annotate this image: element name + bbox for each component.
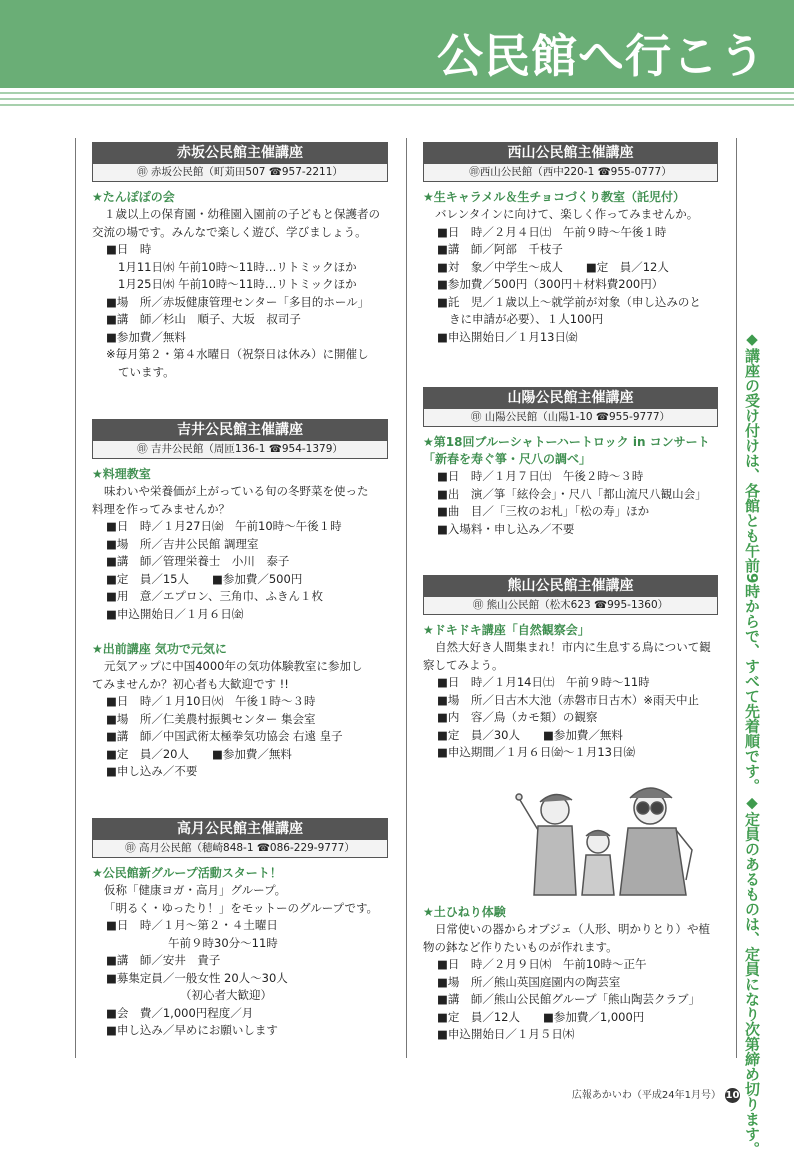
event-place: ■場 所／吉井公民館 調理室 xyxy=(106,536,259,551)
event-desc: 「明るく・ゆったり！」をモットーのグループです。 xyxy=(104,900,379,915)
event-desc: 日常使いの器からオブジェ（人形、明かりとり）や植 xyxy=(435,922,710,936)
side-note: ◆講座の受け付けは、各館とも午前9時からで、すべて先着順です。◆定員のあるものは、定員になり次第締め切ります。 xyxy=(743,330,761,1156)
event-capacity: （初心者大歓迎） xyxy=(180,988,272,1002)
event-capacity: ■定 員／30人 ■参加費／無料 xyxy=(437,727,623,742)
event-apply: ■申込開始日／１月13日㈮ xyxy=(437,329,578,344)
nishiyama-section xyxy=(423,142,718,346)
event-teacher: ■講 師／中国武術太極拳気功協会 右遠 皇子 xyxy=(106,729,343,743)
section-address: ㊞ 赤坂公民館（町苅田507 ☎957-2211） xyxy=(92,164,388,182)
event-title: ★第18回ブルーシャトーハートロック in コンサート xyxy=(423,435,710,449)
event-teacher: ■講 師／管理栄養士 小川 泰子 xyxy=(106,554,290,568)
birdwatchers-illustration xyxy=(510,770,700,900)
footer-text: 広報あかいわ（平成24年1月号） xyxy=(571,1090,721,1101)
sanyo-section xyxy=(423,387,718,538)
section-address: ㊞西山公民館（西中220-1 ☎955-0777） xyxy=(423,164,718,182)
section-address: ㊞ 吉井公民館（周匝136-1 ☎954-1379） xyxy=(92,441,388,459)
page-header xyxy=(0,0,794,88)
column-divider-left xyxy=(75,138,76,1058)
event-place: ■場 所／赤坂健康管理センター「多目的ホール」 xyxy=(106,294,370,309)
event-desc: １歳以上の保育園・幼稚園入園前の子どもと保護者の xyxy=(104,207,380,221)
event-title: ★料理教室 xyxy=(92,467,151,481)
event-desc: 味わいや栄養価が上がっている旬の冬野菜を使った xyxy=(104,484,369,498)
left-column xyxy=(92,142,388,1037)
event-date: ■日 時／２月４日㈯ 午前９時～午後１時 xyxy=(437,224,667,239)
yoshii-section xyxy=(92,419,388,781)
column-divider-center xyxy=(406,138,407,1058)
event-title: ★土ひねり体験 xyxy=(423,905,506,919)
event-title: ★公民館新グループ活動スタート！ xyxy=(92,866,282,880)
right-column xyxy=(423,142,718,1041)
column-divider-right xyxy=(736,138,737,1058)
section-title: 西山公民館主催講座 xyxy=(423,142,718,164)
event-place: ■場 所／仁美農村振興センター 集会室 xyxy=(106,711,316,726)
event-place: ■場 所／熊山英国庭園内の陶芸室 xyxy=(437,974,621,989)
event-fee: ■参加費／無料 xyxy=(106,329,186,344)
event-capacity: ■定 員／12人 ■参加費／1,000円 xyxy=(437,1009,645,1024)
section-title: 赤坂公民館主催講座 xyxy=(92,142,388,164)
section-address: ㊞ 熊山公民館（松木623 ☎995-1360） xyxy=(423,597,718,615)
event-date: ■日 時／１月～第２・４土曜日 xyxy=(106,918,278,932)
event-note: ています。 xyxy=(118,364,175,379)
section-title: 熊山公民館主催講座 xyxy=(423,575,718,597)
event-desc: 物の鉢など作りたいものが作れます。 xyxy=(423,939,618,954)
event-date: ■日 時／１月14日㈯ 午前９時～11時 xyxy=(437,675,650,689)
akasaka-section xyxy=(92,142,388,381)
event-apply: ■申込開始日／１月５日㈭ xyxy=(437,1027,575,1041)
event-teacher: ■講 師／阿部 千枝子 xyxy=(437,242,563,256)
event-songs: ■曲 目／「三枚のお札」「松の寿」ほか xyxy=(437,504,650,518)
event-date: 午前９時30分～11時 xyxy=(168,935,278,950)
event-apply: ■申し込み／不要 xyxy=(106,764,198,778)
event-entry: ■入場料・申し込み／不要 xyxy=(437,521,575,536)
event-apply: ■申込開始日／１月６日㈮ xyxy=(106,606,244,621)
event-date: ■日 時／１月10日㈫ 午後１時～３時 xyxy=(106,694,316,708)
event-desc: 自然大好き人間集まれ！市内に生息する鳥について観 xyxy=(435,640,711,654)
event-capacity: ■定 員／20人 ■参加費／無料 xyxy=(106,746,292,761)
page-title: 公民館へ行こう xyxy=(437,29,766,83)
event-fee: ■会 費／1,000円程度／月 xyxy=(106,1005,254,1020)
event-date: ■日 時／２月９日㈭ 午前10時～正午 xyxy=(437,957,647,971)
takatsuki-section xyxy=(92,818,388,1040)
event-desc: 料理を作ってみませんか？ xyxy=(92,501,230,516)
event-apply: ■申込期間／１月６日㈮～１月13日㈮ xyxy=(437,745,635,759)
event-target: ■対 象／中学生～成人 ■定 員／12人 xyxy=(437,259,669,274)
event-performer: ■出 演／箏「絃伶会」・尺八「都山流尺八観山会」 xyxy=(437,486,707,501)
section-address: ㊞ 山陽公民館（山陽1-10 ☎955-9777） xyxy=(423,409,718,427)
section-address: ㊞ 高月公民館（穂崎848-1 ☎086-229-9777） xyxy=(92,840,388,858)
event-capacity: ■定 員／15人 ■参加費／500円 xyxy=(106,571,303,586)
event-place: ■場 所／日古木大池（赤磐市日古木）※雨天中止 xyxy=(437,692,699,707)
event-note: ※毎月第２・第４水曜日（祝祭日は休み）に開催し xyxy=(106,347,369,361)
event-title: ★出前講座 気功で元気に xyxy=(92,642,227,656)
footer xyxy=(572,1086,740,1103)
event-date: ■日 時／１月７日㈯ 午後２時～３時 xyxy=(437,469,644,483)
section-title: 高月公民館主催講座 xyxy=(92,818,388,840)
event-title: ★たんぽぽの会 xyxy=(92,190,175,204)
event-capacity: ■募集定員／一般女性 20人～30人 xyxy=(106,970,288,985)
event-date: 1月25日㈬ 午前10時～11時…リトミックほか xyxy=(118,277,357,291)
section-title: 吉井公民館主催講座 xyxy=(92,419,388,441)
header-stripes xyxy=(0,92,794,110)
page-number: 10 xyxy=(725,1090,740,1101)
event-fee: ■参加費／500円（300円＋材料費200円） xyxy=(437,277,664,291)
event-desc: てみませんか？初心者も大歓迎です !! xyxy=(92,676,289,691)
event-desc: 元気アップに中国4000年の気功体験教室に参加し xyxy=(104,659,363,673)
event-childcare: きに申請が必要）、１人100円 xyxy=(449,312,604,326)
event-date-label: ■日 時 xyxy=(106,242,152,256)
event-subtitle: 「新春を寿ぐ箏・尺八の調べ」 xyxy=(423,452,592,466)
event-teacher: ■講 師／安井 貴子 xyxy=(106,953,221,967)
event-title: ★生キャラメル＆生チョコづくり教室（託児付） xyxy=(423,190,686,204)
event-items: ■用 意／エプロン、三角巾、ふきん１枚 xyxy=(106,589,323,603)
event-content: ■内 容／鳥（カモ類）の観察 xyxy=(437,710,598,724)
event-childcare: ■託 児／１歳以上～就学前が対象（申し込みのと xyxy=(437,294,701,309)
event-desc: バレンタインに向けて、楽しく作ってみませんか。 xyxy=(435,207,699,221)
event-desc: 察してみよう。 xyxy=(423,657,504,672)
event-teacher: ■講 師／杉山 順子、大坂 叔司子 xyxy=(106,312,301,326)
event-date: ■日 時／１月27日㈮ 午前10時～午後１時 xyxy=(106,519,342,533)
event-date: 1月11日㈬ 午前10時～11時…リトミックほか xyxy=(118,259,357,274)
event-title: ★ドキドキ講座「自然観察会」 xyxy=(423,623,590,637)
event-desc: 交流の場です。みんなで楽しく遊び、学びましょう。 xyxy=(92,224,367,239)
event-apply: ■申し込み／早めにお願いします xyxy=(106,1023,278,1037)
event-desc: 仮称「健康ヨガ・高月」グループ。 xyxy=(104,883,287,897)
kumayama-section xyxy=(423,575,718,1041)
event-teacher: ■講 師／熊山公民館グループ「熊山陶芸クラブ」 xyxy=(437,992,700,1006)
section-title: 山陽公民館主催講座 xyxy=(423,387,718,409)
kumayama-event2 xyxy=(423,897,718,1044)
